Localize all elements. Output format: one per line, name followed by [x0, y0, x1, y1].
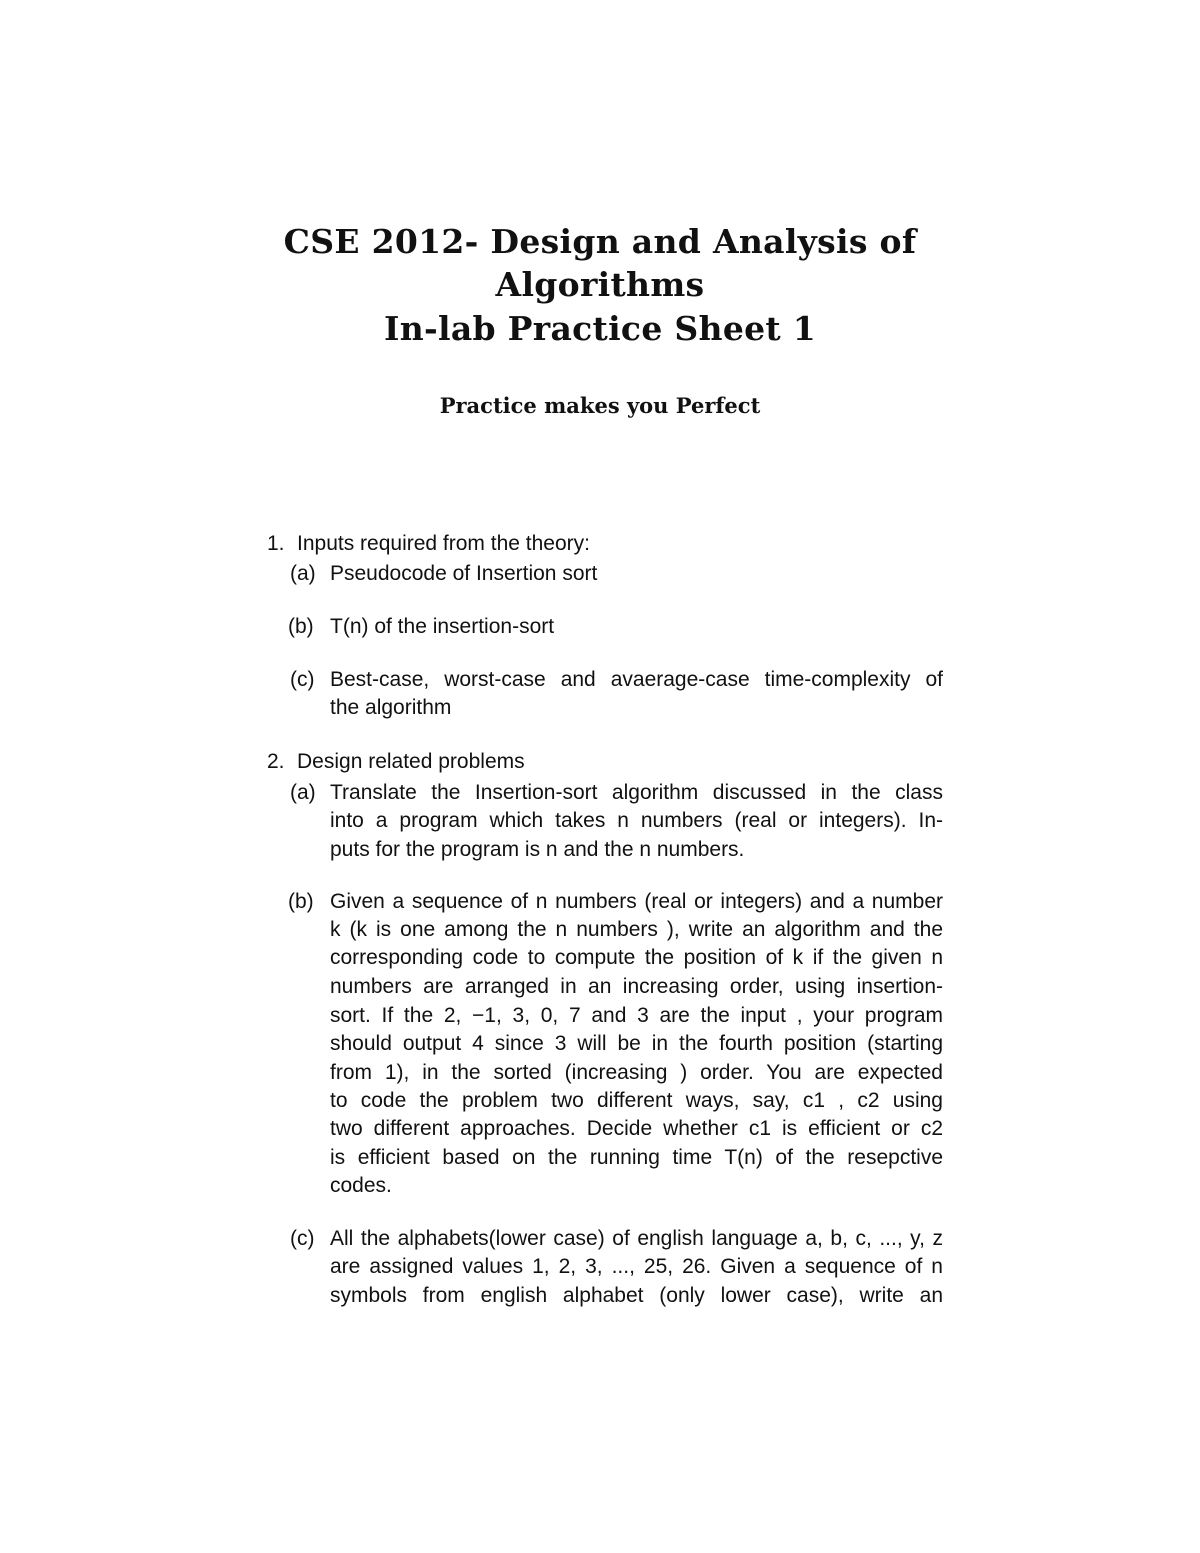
section-2-number: 2.: [267, 750, 285, 773]
item-2a-line-2: into a program which takes n numbers (real or integers). In-: [330, 809, 943, 832]
item-2a-line-1: Translate the Insertion-sort algorithm discussed in the class: [330, 781, 943, 804]
item-2b-line-11: codes.: [330, 1174, 392, 1197]
item-2b-line-9: two different approaches. Decide whether c1 is efficient or c2: [330, 1117, 943, 1140]
item-2b-line-5: sort. If the 2, −1, 3, 0, 7 and 3 are the input , your program: [330, 1004, 943, 1027]
item-2b-line-6: should output 4 since 3 will be in the fourth position (starting: [330, 1032, 943, 1055]
item-1a-label: (a): [290, 562, 316, 585]
section-1-heading: Inputs required from the theory:: [297, 532, 590, 555]
item-2c-label: (c): [290, 1227, 315, 1250]
item-1b-text: T(n) of the insertion-sort: [330, 615, 555, 638]
item-2c-line-2: are assigned values 1, 2, 3, ..., 25, 26. Given a sequence of n: [330, 1255, 943, 1278]
item-1c-label: (c): [290, 668, 315, 691]
item-2c-line-3: symbols from english alphabet (only lower case), write an: [330, 1284, 943, 1307]
subtitle: Practice makes you Perfect: [439, 393, 761, 418]
item-2b-line-4: numbers are arranged in an increasing order, using insertion-: [330, 975, 943, 998]
section-2-heading: Design related problems: [297, 750, 525, 773]
title-line-1: CSE 2012- Design and Analysis of: [283, 222, 917, 261]
item-2b-line-3: corresponding code to compute the position of k if the given n: [330, 946, 943, 969]
item-2a-label: (a): [290, 781, 316, 804]
item-2b-line-8: to code the problem two different ways, say, c1 , c2 using: [330, 1089, 943, 1112]
item-1c-line-2: the algorithm: [330, 696, 452, 719]
item-2b-line-2: k (k is one among the n numbers ), write an algorithm and the: [330, 918, 943, 941]
item-2b-line-10: is efficient based on the running time T(n) of the resepctive: [330, 1146, 943, 1169]
title-line-3: In-lab Practice Sheet 1: [383, 309, 817, 348]
section-1-number: 1.: [267, 532, 285, 555]
item-2a-line-3: puts for the program is n and the n numbers.: [330, 838, 745, 861]
item-1b-label: (b): [288, 615, 314, 638]
item-2b-label: (b): [288, 890, 314, 913]
item-2b-line-1: Given a sequence of n numbers (real or integers) and a number: [330, 890, 943, 913]
item-1c-line-1: Best-case, worst-case and avaerage-case time-complexity of: [330, 668, 943, 691]
item-1a-text: Pseudocode of Insertion sort: [330, 562, 598, 585]
item-2c-line-1: All the alphabets(lower case) of english language a, b, c, ..., y, z: [330, 1227, 943, 1250]
item-2b-line-7: from 1), in the sorted (increasing ) order. You are expected: [330, 1061, 943, 1084]
title-line-2: Algorithms: [495, 265, 705, 304]
